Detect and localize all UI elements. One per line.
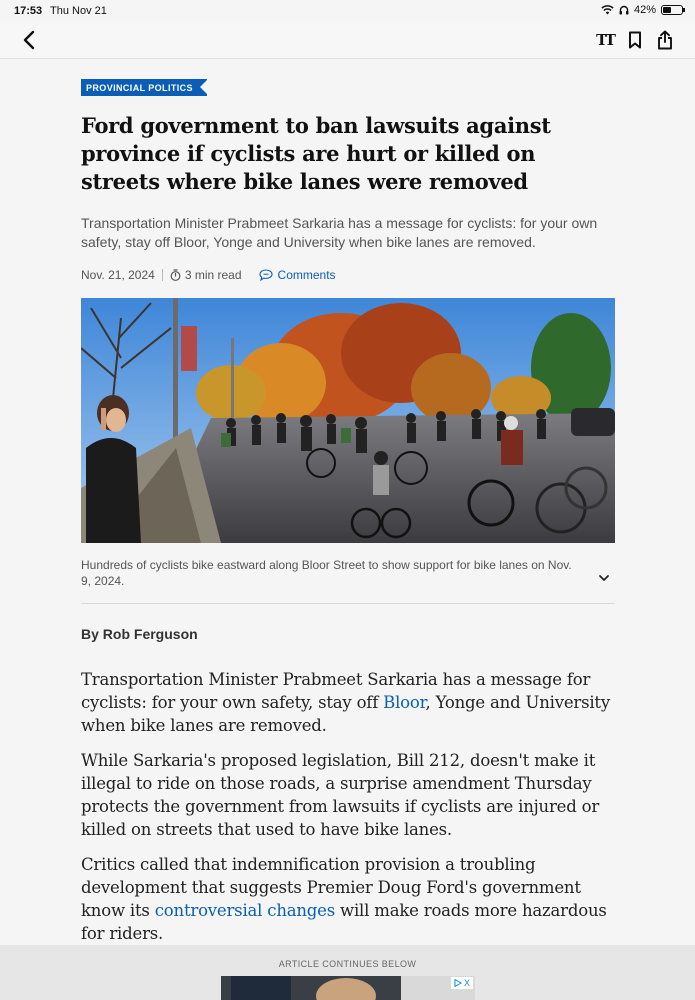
bookmark-icon (627, 31, 643, 49)
status-right (601, 4, 683, 16)
paragraph-2: While Sarkaria's proposed legislation, Bill 212, doesn't make it illegal to ride on those roads, a surprise amendment Thursday protects the government from lawsuits if cyclists are injured or killed on streets that used to have bike lanes. (81, 751, 600, 839)
headphones-icon (619, 5, 629, 15)
comments-link[interactable] (259, 268, 336, 282)
article-photo[interactable] (81, 298, 615, 543)
author-link[interactable]: Rob Ferguson (102, 626, 198, 642)
p1-text-before: Transportation Minister Prabmeet Sarkaria has a message for cyclists: for your own safety, stay off (81, 670, 591, 712)
headline: Ford government to ban lawsuits against province if cyclists are hurt or killed on streets where bike lanes were removed (81, 113, 551, 194)
photo-caption: Hundreds of cyclists bike eastward along Bloor Street to show support for bike lanes on Nov. 9, 2024. (81, 558, 572, 588)
share-icon (656, 30, 674, 50)
comments-label: Comments (277, 268, 336, 282)
read-time (170, 268, 242, 282)
caption-divider (81, 603, 615, 604)
battery-icon (661, 5, 683, 15)
section-tag[interactable]: PROVINCIAL POLITICS (81, 79, 207, 96)
ad-banner[interactable] (221, 976, 475, 1000)
chevron-down-icon (597, 571, 611, 585)
publish-date: Nov. 21, 2024 (81, 268, 155, 282)
paragraph-3 (81, 853, 615, 945)
article-meta (81, 266, 615, 284)
back-button[interactable] (18, 28, 42, 52)
byline-prefix: By (81, 626, 99, 642)
status-date: Thu Nov 21 (50, 5, 107, 17)
chevron-left-icon (18, 28, 42, 52)
status-bar (0, 0, 695, 22)
stopwatch-icon (170, 269, 181, 281)
p3-text-after: will make roads more hazardous for riders. (81, 901, 607, 943)
nav-bar (0, 22, 695, 59)
ad-close-label: X (463, 978, 470, 988)
ad-choices-icon (454, 979, 462, 987)
wifi-icon (601, 5, 614, 15)
caption-expand-button[interactable] (597, 571, 611, 585)
article-deck: Transportation Minister Prabmeet Sarkaria has a message for cyclists: for your own safety, stay off Bloor, Yonge and University when bike lanes are removed. (81, 215, 598, 250)
p3-text-before: Critics called that indemnification provision a troubling development that suggests Premier Doug Ford's government know its (81, 855, 581, 920)
comment-bubble-icon (259, 269, 273, 281)
cyclists-photo-illustration (81, 298, 615, 543)
p1-text-after: , Yonge and University when bike lanes are removed. (81, 693, 610, 735)
ad-image (221, 976, 475, 1000)
byline (81, 626, 615, 642)
bookmark-button[interactable] (625, 29, 645, 51)
share-button[interactable] (655, 29, 675, 51)
ad-area (0, 945, 695, 1000)
toolbar (595, 29, 675, 51)
ad-choices-button[interactable] (451, 977, 473, 989)
ad-label: ARTICLE CONTINUES BELOW (278, 959, 417, 969)
text-size-button[interactable] (595, 29, 615, 51)
read-time-label: 3 min read (184, 268, 242, 282)
paragraph-1 (81, 668, 615, 737)
text-size-icon: TT (596, 31, 614, 49)
battery-percent: 42% (633, 4, 656, 16)
article (81, 78, 615, 945)
caption-row (81, 557, 615, 589)
bloor-link[interactable]: Bloor (383, 693, 426, 712)
status-time: 17:53 (14, 5, 43, 17)
controversial-changes-link[interactable]: controversial changes (154, 901, 336, 920)
meta-divider (162, 269, 163, 281)
